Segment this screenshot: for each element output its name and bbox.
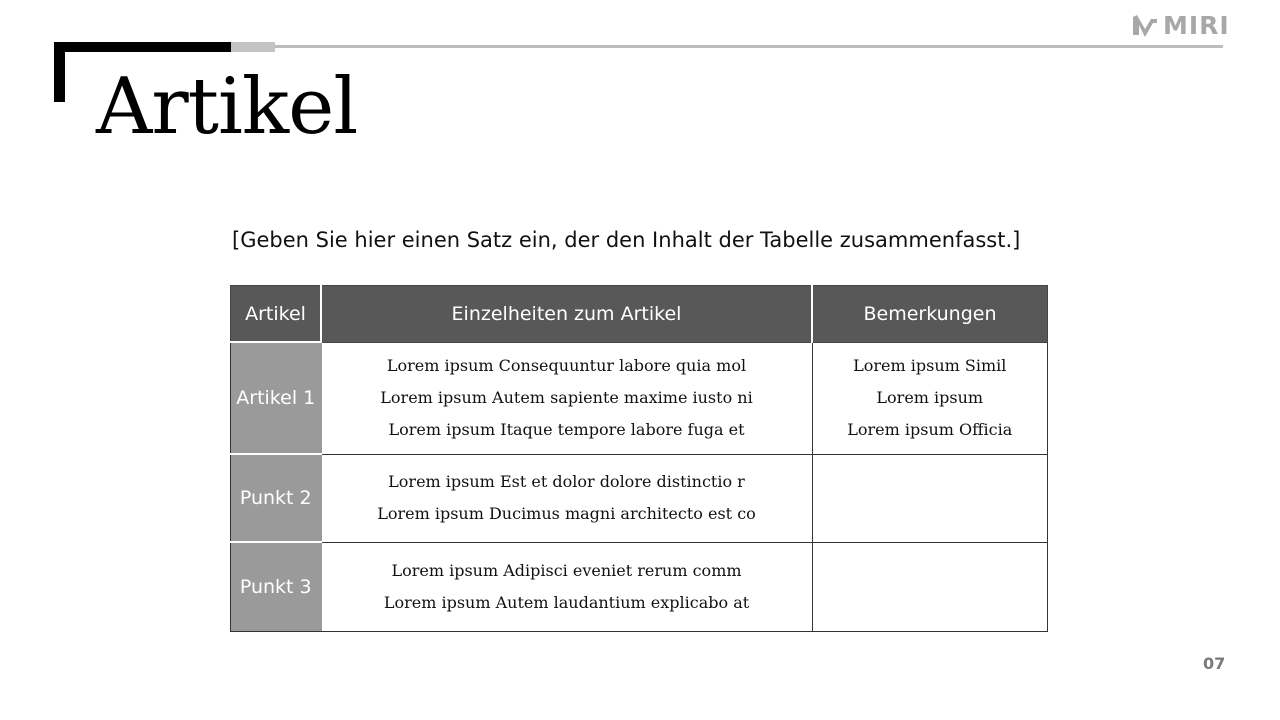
brand-logo bbox=[1131, 10, 1230, 40]
row-label: Punkt 3 bbox=[231, 542, 322, 632]
detail-line: Lorem ipsum Ducimus magni architecto est co bbox=[377, 504, 756, 523]
detail-line: Lorem ipsum Autem laudantium explicabo at bbox=[383, 592, 750, 612]
table-row bbox=[231, 342, 1048, 454]
title-accent-bar-gray bbox=[231, 42, 275, 52]
title-accent-vertical bbox=[54, 42, 65, 102]
article-table bbox=[230, 285, 1048, 632]
detail-line: Lorem ipsum Autem sapiente maxime iusto ni bbox=[380, 388, 753, 407]
remark-line: Lorem ipsum Simil bbox=[853, 356, 1007, 375]
detail-line: Lorem ipsum Consequuntur labore quia mol bbox=[386, 356, 747, 375]
table-header-row bbox=[231, 286, 1048, 343]
table-row bbox=[231, 542, 1048, 632]
details-cell bbox=[321, 542, 812, 632]
table-summary: [Geben Sie hier einen Satz ein, der den Inhalt der Tabelle zusammenfasst.] bbox=[232, 228, 1021, 252]
detail-line: Lorem ipsum Est et dolor dolore distinctio r bbox=[388, 472, 745, 491]
remarks-cell bbox=[812, 342, 1048, 454]
header-artikel: Artikel bbox=[231, 286, 322, 343]
page-number: 07 bbox=[1203, 654, 1226, 673]
details-cell bbox=[321, 454, 812, 542]
header-details: Einzelheiten zum Artikel bbox=[321, 286, 812, 343]
details-cell bbox=[321, 342, 812, 454]
remark-line: Lorem ipsum Officia bbox=[847, 420, 1013, 439]
row-label: Artikel 1 bbox=[231, 342, 322, 454]
miri-logo-icon bbox=[1131, 11, 1159, 39]
detail-line: Lorem ipsum Adipisci eveniet rerum comm bbox=[391, 560, 742, 580]
brand-name: MIRI bbox=[1163, 10, 1230, 40]
remarks-cell bbox=[812, 542, 1048, 632]
row-label: Punkt 2 bbox=[231, 454, 322, 542]
remarks-cell bbox=[812, 454, 1048, 542]
detail-line: Lorem ipsum Itaque tempore labore fuga et bbox=[388, 420, 745, 439]
title-accent-bar bbox=[54, 42, 231, 52]
page-title: Artikel bbox=[96, 62, 358, 152]
table-row bbox=[231, 454, 1048, 542]
remark-line: Lorem ipsum bbox=[876, 388, 984, 407]
header-remarks: Bemerkungen bbox=[812, 286, 1048, 343]
header-rule bbox=[275, 45, 1223, 48]
